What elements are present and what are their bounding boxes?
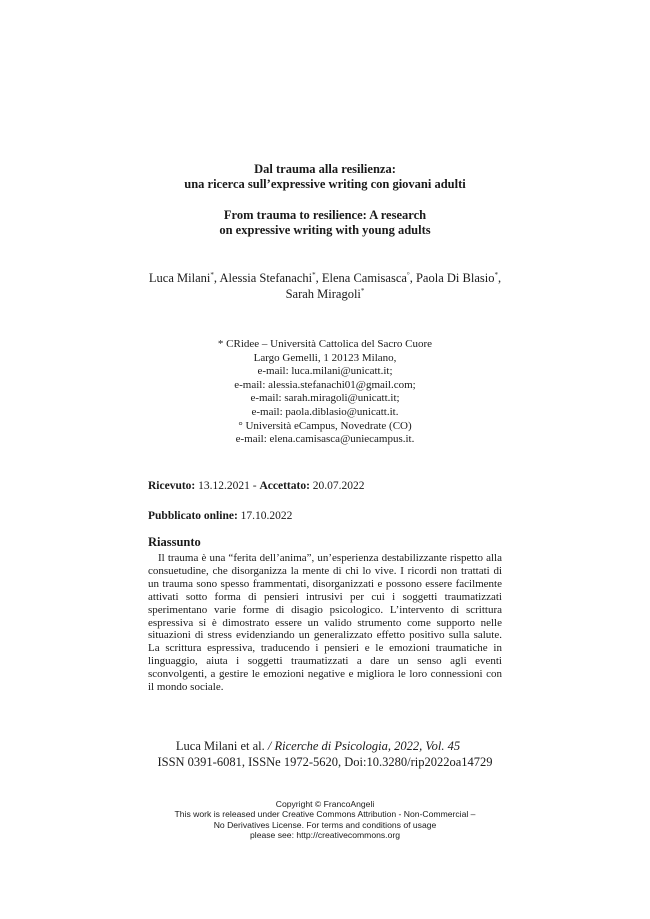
title-italian [0,162,650,192]
citation-slash: / [267,739,272,753]
accepted-date: 20.07.2022 [312,480,365,492]
accepted-label: Accettato: [259,480,310,492]
received-label: Ricevuto: [148,480,196,492]
author-separator: , [315,271,322,285]
abstract-heading: Riassunto [148,535,201,549]
title-english-line-2: on expressive writing with young adults [219,223,431,237]
title-italian-line-2: una ricerca sull’expressive writing con giovani adulti [184,177,466,191]
affiliation-email: e-mail: sarah.miragoli@unicatt.it; [250,392,400,405]
author-name: Alessia Stefanachi [219,271,313,285]
author-name: Sarah Miragoli [285,287,361,301]
published-online-date [148,509,292,523]
affiliation-line: * CRidee – Università Cattolica del Sacro Cuore [217,338,433,350]
title-english [0,208,650,238]
affiliation-email: e-mail: luca.milani@unicatt.it; [257,365,393,378]
title-italian-line-1: Dal trauma alla resilienza: [254,162,396,176]
author-separator: , [213,271,220,285]
author-line-1 [0,270,650,286]
affiliation-mark: * [494,271,498,279]
citation [0,738,650,770]
author-separator: , [497,271,502,285]
citation-authors: Luca Milani et al. [175,739,265,753]
author-name: Elena Camisasca [321,271,407,285]
author-list [0,270,650,302]
affiliation-email: e-mail: alessia.stefanachi01@gmail.com; [234,378,416,391]
citation-issn-doi: ISSN 0391-6081, ISSNe 1972-5620, Doi:10.3280/rip2022oa14729 [157,755,493,769]
abstract-text: Il trauma è una “ferita dell’anima”, un’esperienza destabilizzante rispetto alla consuetudine, che disorganizza la mente di chi lo vive. I ricordi non trattati di un trauma sono spesso frammentati, disorganizzati e possono essere facilmente attivati sotto forma di pensieri intrusivi per cui i soggetti traumatizzati sperimentano varie forme di disagio psicologico. L’intervento di scrittura espressiva si è dimostrato essere un valido strumento come supporto nelle situazioni di stress evidenziando un generalizzato effetto positivo sulla salute. La scrittura espressiva, traducendo i pensieri e le emozioni traumatiche in linguaggio, aiuta i soggetti traumatizzati a dare un senso agli eventi sconvolgenti, a gestire le emozioni negative e migliora le loro connessioni con il mondo sociale. [148,552,502,694]
received-date: 13.12.2021 [198,480,250,492]
date-separator: - [252,480,257,492]
affiliations [0,338,650,447]
affiliation-mark: * [312,271,316,279]
affiliation-mark: ° [406,271,410,279]
citation-journal: Ricerche di Psicologia, 2022, Vol. 45 [274,739,461,753]
license-link-line: please see: http://creativecommons.org [250,830,400,841]
affiliation-line: ° Università eCampus, Novedrate (CO) [238,419,412,432]
affiliation-line: Largo Gemelli, 1 20123 Milano, [253,351,397,364]
author-line-2 [0,286,650,302]
received-accepted-dates [148,479,365,493]
author-name: Luca Milani [148,271,211,285]
copyright-line: Copyright © FrancoAngeli [275,799,375,809]
published-label: Pubblicato online: [148,510,238,522]
affiliation-mark: * [360,287,365,295]
affiliation-mark: * [210,271,214,279]
license-notice [0,799,650,841]
affiliation-email: e-mail: paola.diblasio@unicatt.it. [251,405,399,418]
license-line: This work is released under Creative Commons Attribution - Non-Commercial – [174,809,476,820]
author-name: Paola Di Blasio [415,271,495,285]
published-date: 17.10.2022 [240,510,293,522]
citation-line-1 [0,738,650,754]
title-english-line-1: From trauma to resilience: A research [223,208,427,222]
affiliation-email: e-mail: elena.camisasca@uniecampus.it. [235,433,415,446]
author-separator: , [409,271,416,285]
license-line: No Derivatives License. For terms and conditions of usage [213,819,437,830]
